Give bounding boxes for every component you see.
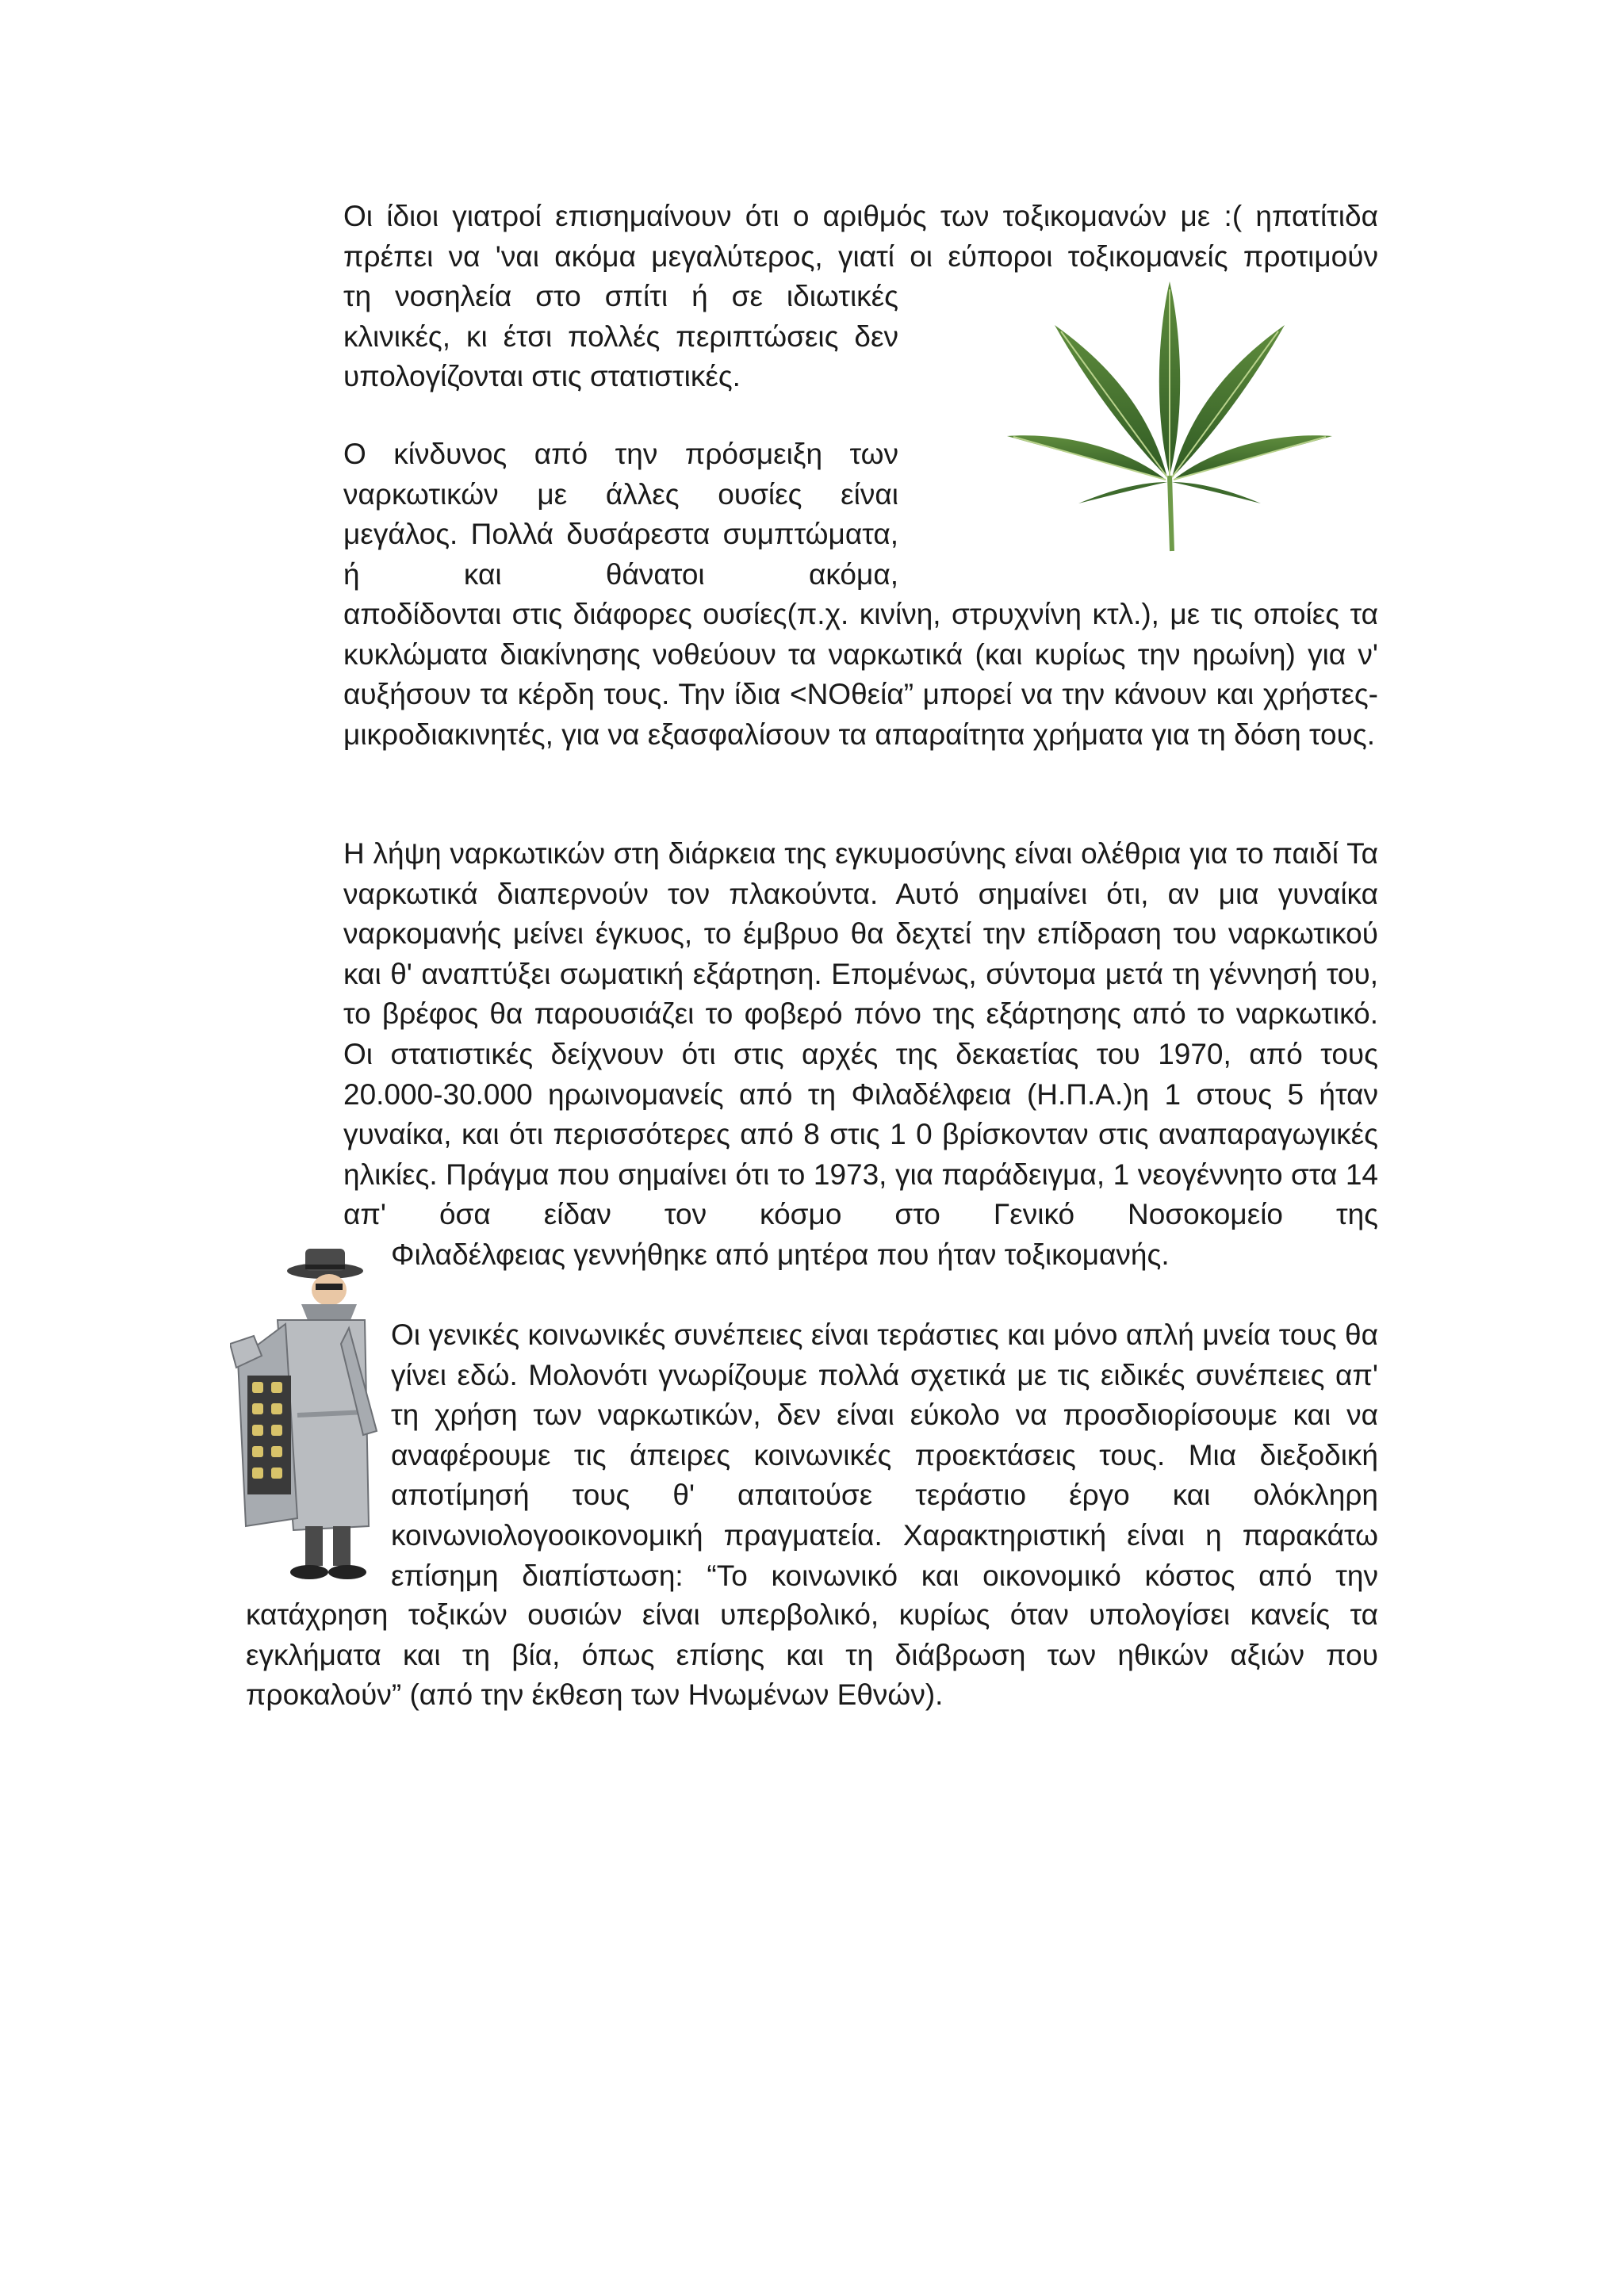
paragraph-text: Η λήψη ναρκωτικών στη διάρκεια της εγκυμοσύνης είναι ολέθρια για το παιδί Τα ναρκωτικά διαπερνούν τον πλακούντα. Αυτό σημαίνει ότι, αν μια γυναίκα ναρκομανής μείνει έγκυος, το έμβρυο θα δεχτεί την επίδραση του ναρκωτικού και θ' αναπτύξει σωματική εξάρτηση. Επομένως, σύντομα μετά τη γέννησή του, το βρέφος θα παρουσιάζει το φοβερό πόνο της εξάρτησης από το ναρκωτικό. Οι στατιστικές δείχνουν ότι στις αρχές της δεκαετίας του 1970, από τους 20.000-30.000 ηρωινομανείς από τη Φιλαδέλφεια (Η.Π.Α.)η 1 στους 5 ήταν γυναίκα, και ότι περισσότερες από 8 στις 1 0 βρίσκονταν στις αναπαραγωγικές ηλικίες. Πράγμα που σημαίνει ότι το 1973, για παράδειγμα, 1 νεογέννητο στα 14 απ' όσα είδαν τον κόσμο στο Γενικό Νοσοκομείο της (343, 837, 1378, 1231)
paragraph-text: Οι ίδιοι γιατροί επισημαίνουν ότι ο αριθμός των τοξικομανών με :( ηπατίτιδα πρέπει να 'ναι ακόμα μεγαλύτερος, γιατί οι εύποροι τοξικομανείς προτιμούν (343, 200, 1378, 273)
leaf-icon (999, 277, 1340, 563)
paragraph-text: Οι γενικές κοινωνικές συνέπειες είναι τεράστιες και μόνο απλή μνεία τους θα γίνει εδώ. Μολονότι γνωρίζουμε πολλά σχετικά με τις ειδικές συνέπειες απ' τη χρήση των ναρκωτικών, δεν είναι εύκολο να προσδιορίσουμε και να αναφέρουμε τις άπειρες κοινωνικές προεκτάσεις τους. Μια διεξοδική αποτίμησή τους θ' απαιτούσε τεράστιο έργο και ολόκληρη κοινωνιολογοοικονομική πραγματεία. Χαρακτηριστική είναι η παρακάτω επίσημη διαπίστωση: “Το κοινωνικό και οικονομικό κόστος από την (391, 1318, 1378, 1592)
trench-coat-figure-icon (230, 1249, 381, 1582)
paragraph-1-top (343, 197, 1378, 277)
paragraph-text: Ο κίνδυνος από την πρόσμειξη των ναρκωτικών με άλλες ουσίες είναι μεγάλος. Πολλά δυσάρεστα συμπτώματα, ή και θάνατοι ακόμα, (343, 438, 898, 591)
paragraph-3-tail (391, 1235, 1378, 1276)
paragraph-text: Φιλαδέλφειας γεννήθηκε από μητέρα που ήταν τοξικομανής. (391, 1238, 1170, 1271)
paragraph-3 (343, 834, 1378, 1235)
paragraph-text: τη νοσηλεία στο σπίτι ή σε ιδιωτικές κλινικές, κι έτσι πολλές περιπτώσεις δεν υπολογίζονται στις στατιστικές. (343, 280, 898, 393)
paragraph-1-narrow (343, 277, 898, 397)
cannabis-leaf-image (999, 277, 1340, 563)
dealer-cartoon-image (230, 1249, 381, 1582)
paragraph-2-narrow (343, 434, 898, 595)
paragraph-4-narrow (391, 1315, 1378, 1596)
paragraph-4-full (246, 1595, 1378, 1716)
paragraph-2-full (343, 595, 1378, 755)
paragraph-text: κατάχρηση τοξικών ουσιών είναι υπερβολικό, κυρίως όταν υπολογίσει κανείς τα εγκλήματα και τη βία, όπως επίσης και τη διάβρωση των ηθικών αξιών που προκαλούν” (από την έκθεση των Ηνωμένων Εθνών). (246, 1598, 1378, 1712)
paragraph-text: αποδίδονται στις διάφορες ουσίες(π.χ. κινίνη, στρυχνίνη κτλ.), με τις οποίες τα κυκλώματα διακίνησης νοθεύουν τα ναρκωτικά (και κυρίως την ηρωίνη) για ν' αυξήσουν τα κέρδη τους. Την ίδια <ΝΟθεία” μπορεί να την κάνουν και χρήστες-μικροδιακινητές, για να εξασφαλίσουν τα απαραίτητα χρήματα για τη δόση τους. (343, 598, 1378, 751)
